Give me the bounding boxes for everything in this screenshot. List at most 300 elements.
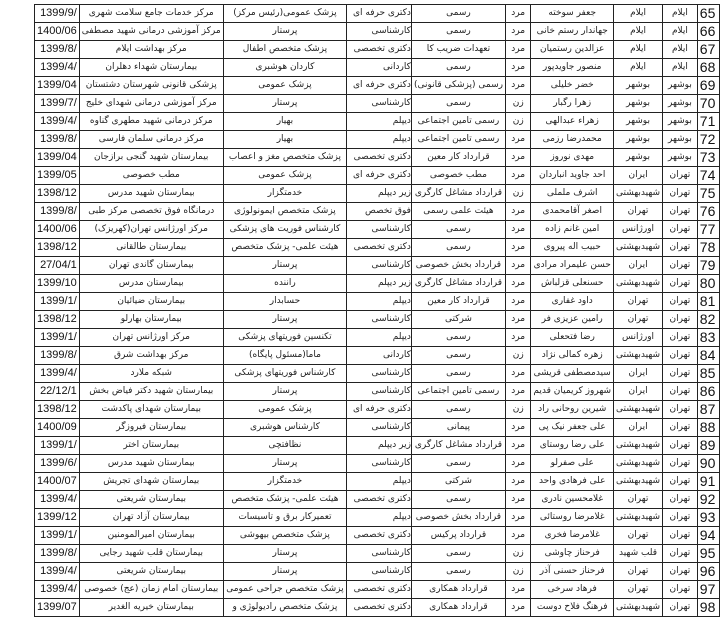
- row-number-cell[interactable]: 69: [697, 77, 719, 95]
- city-cell[interactable]: تهران: [663, 455, 698, 473]
- workplace-cell[interactable]: پزشکی قانونی شهرستان دشتستان: [79, 77, 223, 95]
- university-cell[interactable]: ایران: [614, 167, 663, 185]
- university-cell[interactable]: بوشهر: [614, 95, 663, 113]
- gender-cell[interactable]: زن: [505, 113, 530, 131]
- workplace-cell[interactable]: بیمارستان شهید مدرس: [79, 185, 223, 203]
- university-cell[interactable]: شهیدبهشتی: [614, 455, 663, 473]
- city-cell[interactable]: بوشهر: [663, 77, 698, 95]
- city-cell[interactable]: بوشهر: [663, 149, 698, 167]
- education-cell[interactable]: دکتری تخصصی: [347, 491, 412, 509]
- employment-cell[interactable]: رسمی: [411, 491, 505, 509]
- workplace-cell[interactable]: مرکز اورژانس تهران: [79, 329, 223, 347]
- gender-cell[interactable]: زن: [505, 563, 530, 581]
- name-cell[interactable]: اصغر آقامحمدی: [531, 203, 614, 221]
- gender-cell[interactable]: مرد: [505, 203, 530, 221]
- position-cell[interactable]: پرستار: [223, 311, 346, 329]
- row-number-cell[interactable]: 90: [697, 455, 719, 473]
- university-cell[interactable]: تهران: [614, 203, 663, 221]
- date-cell[interactable]: 1399/8/: [35, 131, 80, 149]
- employment-cell[interactable]: رسمی: [411, 239, 505, 257]
- workplace-cell[interactable]: درمانگاه فوق تخصصی مرکز طبی: [79, 203, 223, 221]
- row-number-cell[interactable]: 92: [697, 491, 719, 509]
- education-cell[interactable]: زیر دیپلم: [347, 185, 412, 203]
- gender-cell[interactable]: مرد: [505, 59, 530, 77]
- employment-cell[interactable]: رسمی تامین اجتماعی: [411, 113, 505, 131]
- date-cell[interactable]: 1399/04: [35, 149, 80, 167]
- gender-cell[interactable]: مرد: [505, 581, 530, 599]
- gender-cell[interactable]: مرد: [505, 329, 530, 347]
- gender-cell[interactable]: مرد: [505, 41, 530, 59]
- row-number-cell[interactable]: 70: [697, 95, 719, 113]
- gender-cell[interactable]: مرد: [505, 221, 530, 239]
- employment-cell[interactable]: قرارداد مشاغل کارگری: [411, 185, 505, 203]
- employment-cell[interactable]: رسمی تامین اجتماعی: [411, 131, 505, 149]
- employment-cell[interactable]: رسمی: [411, 455, 505, 473]
- name-cell[interactable]: علی فرهادی واحد: [531, 473, 614, 491]
- education-cell[interactable]: کارشناسی: [347, 311, 412, 329]
- date-cell[interactable]: 1399/8/: [35, 41, 80, 59]
- date-cell[interactable]: 1398/12: [35, 401, 80, 419]
- city-cell[interactable]: تهران: [663, 347, 698, 365]
- education-cell[interactable]: زیر دیپلم: [347, 275, 412, 293]
- row-number-cell[interactable]: 96: [697, 563, 719, 581]
- position-cell[interactable]: خدمتگزار: [223, 473, 346, 491]
- position-cell[interactable]: پرستار: [223, 545, 346, 563]
- gender-cell[interactable]: مرد: [505, 293, 530, 311]
- workplace-cell[interactable]: مرکز بهداشت ایلام: [79, 41, 223, 59]
- date-cell[interactable]: 1399/10: [35, 275, 80, 293]
- name-cell[interactable]: فرهاد سرخی: [531, 581, 614, 599]
- university-cell[interactable]: قلب شهید: [614, 545, 663, 563]
- row-number-cell[interactable]: 65: [697, 5, 719, 23]
- university-cell[interactable]: تهران: [614, 293, 663, 311]
- city-cell[interactable]: بوشهر: [663, 131, 698, 149]
- employment-cell[interactable]: رسمی: [411, 221, 505, 239]
- row-number-cell[interactable]: 82: [697, 311, 719, 329]
- workplace-cell[interactable]: مرکز آموزشی درمانی شهدای خلیج: [79, 95, 223, 113]
- workplace-cell[interactable]: بیمارستان شهدای پاکدشت: [79, 401, 223, 419]
- gender-cell[interactable]: مرد: [505, 23, 530, 41]
- city-cell[interactable]: تهران: [663, 581, 698, 599]
- education-cell[interactable]: دکتری تخصصی: [347, 527, 412, 545]
- date-cell[interactable]: 1399/1/: [35, 437, 80, 455]
- university-cell[interactable]: ایران: [614, 383, 663, 401]
- education-cell[interactable]: کارشناسی: [347, 419, 412, 437]
- row-number-cell[interactable]: 78: [697, 239, 719, 257]
- city-cell[interactable]: ایلام: [663, 59, 698, 77]
- city-cell[interactable]: ایلام: [663, 5, 698, 23]
- university-cell[interactable]: شهیدبهشتی: [614, 509, 663, 527]
- name-cell[interactable]: سیدمصطفی قریشی: [531, 365, 614, 383]
- gender-cell[interactable]: مرد: [505, 239, 530, 257]
- education-cell[interactable]: دکتری تخصصی: [347, 41, 412, 59]
- date-cell[interactable]: 1399/7/: [35, 95, 80, 113]
- university-cell[interactable]: بوشهر: [614, 131, 663, 149]
- university-cell[interactable]: ایلام: [614, 59, 663, 77]
- employment-cell[interactable]: پیمانی: [411, 419, 505, 437]
- workplace-cell[interactable]: بیمارستان شهید مدرس: [79, 455, 223, 473]
- row-number-cell[interactable]: 84: [697, 347, 719, 365]
- gender-cell[interactable]: مرد: [505, 167, 530, 185]
- row-number-cell[interactable]: 74: [697, 167, 719, 185]
- name-cell[interactable]: رضا فتحعلی: [531, 329, 614, 347]
- row-number-cell[interactable]: 71: [697, 113, 719, 131]
- date-cell[interactable]: 1399/8/: [35, 203, 80, 221]
- university-cell[interactable]: تهران: [614, 491, 663, 509]
- workplace-cell[interactable]: مرکز بهداشت شرق: [79, 347, 223, 365]
- name-cell[interactable]: جعفر سوخته: [531, 5, 614, 23]
- city-cell[interactable]: تهران: [663, 437, 698, 455]
- name-cell[interactable]: حسنعلی قزلباش: [531, 275, 614, 293]
- city-cell[interactable]: بوشهر: [663, 95, 698, 113]
- education-cell[interactable]: کارشناسی: [347, 23, 412, 41]
- row-number-cell[interactable]: 68: [697, 59, 719, 77]
- position-cell[interactable]: کارشناس هوشبری: [223, 419, 346, 437]
- education-cell[interactable]: دیپلم: [347, 113, 412, 131]
- gender-cell[interactable]: زن: [505, 185, 530, 203]
- education-cell[interactable]: کارشناسی: [347, 383, 412, 401]
- city-cell[interactable]: تهران: [663, 419, 698, 437]
- row-number-cell[interactable]: 81: [697, 293, 719, 311]
- city-cell[interactable]: تهران: [663, 239, 698, 257]
- position-cell[interactable]: پزشک متخصص ایمونولوژی: [223, 203, 346, 221]
- gender-cell[interactable]: مرد: [505, 419, 530, 437]
- employment-cell[interactable]: رسمی: [411, 545, 505, 563]
- name-cell[interactable]: علی صفرلو: [531, 455, 614, 473]
- education-cell[interactable]: کارشناسی: [347, 455, 412, 473]
- name-cell[interactable]: علی جعفر نیک پی: [531, 419, 614, 437]
- name-cell[interactable]: غلامحسین نادری: [531, 491, 614, 509]
- row-number-cell[interactable]: 79: [697, 257, 719, 275]
- date-cell[interactable]: 1399/1/: [35, 329, 80, 347]
- city-cell[interactable]: تهران: [663, 203, 698, 221]
- name-cell[interactable]: اشرف ململی: [531, 185, 614, 203]
- date-cell[interactable]: 1399/1/: [35, 293, 80, 311]
- position-cell[interactable]: بهیار: [223, 131, 346, 149]
- row-number-cell[interactable]: 80: [697, 275, 719, 293]
- education-cell[interactable]: کارشناسی: [347, 545, 412, 563]
- university-cell[interactable]: ایلام: [614, 41, 663, 59]
- workplace-cell[interactable]: بیمارستان شهید گنجی برازجان: [79, 149, 223, 167]
- city-cell[interactable]: تهران: [663, 185, 698, 203]
- position-cell[interactable]: پزشک عمومی(رئیس مرکز): [223, 5, 346, 23]
- education-cell[interactable]: فوق تخصص: [347, 203, 412, 221]
- university-cell[interactable]: شهیدبهشتی: [614, 239, 663, 257]
- gender-cell[interactable]: زن: [505, 545, 530, 563]
- position-cell[interactable]: حسابدار: [223, 293, 346, 311]
- gender-cell[interactable]: مرد: [505, 257, 530, 275]
- position-cell[interactable]: پرستار: [223, 257, 346, 275]
- workplace-cell[interactable]: بیمارستان اختر: [79, 437, 223, 455]
- education-cell[interactable]: دیپلم: [347, 509, 412, 527]
- gender-cell[interactable]: مرد: [505, 365, 530, 383]
- employment-cell[interactable]: رسمی: [411, 347, 505, 365]
- workplace-cell[interactable]: مرکز درمانی سلمان فارسی: [79, 131, 223, 149]
- gender-cell[interactable]: مرد: [505, 437, 530, 455]
- employment-cell[interactable]: قرارداد همکاری: [411, 599, 505, 617]
- gender-cell[interactable]: مرد: [505, 599, 530, 617]
- position-cell[interactable]: پرستار: [223, 383, 346, 401]
- education-cell[interactable]: کاردانی: [347, 59, 412, 77]
- row-number-cell[interactable]: 72: [697, 131, 719, 149]
- education-cell[interactable]: دیپلم: [347, 293, 412, 311]
- university-cell[interactable]: اورژانس: [614, 221, 663, 239]
- education-cell[interactable]: کارشناسی: [347, 365, 412, 383]
- date-cell[interactable]: 1399/12: [35, 509, 80, 527]
- education-cell[interactable]: کارشناسی: [347, 257, 412, 275]
- gender-cell[interactable]: مرد: [505, 149, 530, 167]
- row-number-cell[interactable]: 93: [697, 509, 719, 527]
- date-cell[interactable]: 1399/05: [35, 167, 80, 185]
- education-cell[interactable]: کارشناسی: [347, 563, 412, 581]
- gender-cell[interactable]: مرد: [505, 311, 530, 329]
- gender-cell[interactable]: مرد: [505, 455, 530, 473]
- education-cell[interactable]: دیپلم: [347, 473, 412, 491]
- employment-cell[interactable]: قرارداد پرکیس: [411, 527, 505, 545]
- education-cell[interactable]: دکتری تخصصی: [347, 581, 412, 599]
- employment-cell[interactable]: قرارداد همکاری: [411, 581, 505, 599]
- university-cell[interactable]: شهیدبهشتی: [614, 347, 663, 365]
- row-number-cell[interactable]: 77: [697, 221, 719, 239]
- workplace-cell[interactable]: مرکز آموزشی درمانی شهید مصطفی: [79, 23, 223, 41]
- city-cell[interactable]: تهران: [663, 563, 698, 581]
- gender-cell[interactable]: مرد: [505, 509, 530, 527]
- education-cell[interactable]: کارشناسی: [347, 221, 412, 239]
- position-cell[interactable]: پزشک متخصص رادیولوژی و: [223, 599, 346, 617]
- employment-cell[interactable]: رسمی: [411, 23, 505, 41]
- employment-cell[interactable]: رسمی: [411, 401, 505, 419]
- position-cell[interactable]: کارشناس فوریت های پزشکی: [223, 221, 346, 239]
- city-cell[interactable]: تهران: [663, 599, 698, 617]
- workplace-cell[interactable]: بیمارستان شهداء دهلران: [79, 59, 223, 77]
- employment-cell[interactable]: قرارداد مشاغل کارگری: [411, 437, 505, 455]
- education-cell[interactable]: زیر دیپلم: [347, 437, 412, 455]
- position-cell[interactable]: خدمتگزار: [223, 185, 346, 203]
- university-cell[interactable]: شهیدبهشتی: [614, 401, 663, 419]
- name-cell[interactable]: زهره کمالی نژاد: [531, 347, 614, 365]
- name-cell[interactable]: حسن علیمراد مرادی: [531, 257, 614, 275]
- date-cell[interactable]: 1399/4/: [35, 113, 80, 131]
- position-cell[interactable]: راننده: [223, 275, 346, 293]
- date-cell[interactable]: 1399/4/: [35, 563, 80, 581]
- position-cell[interactable]: تعمیرکار برق و تاسیسات: [223, 509, 346, 527]
- name-cell[interactable]: علی رضا روستای: [531, 437, 614, 455]
- date-cell[interactable]: 1399/8/: [35, 545, 80, 563]
- date-cell[interactable]: 1399/1/: [35, 527, 80, 545]
- gender-cell[interactable]: زن: [505, 347, 530, 365]
- position-cell[interactable]: پرستار: [223, 23, 346, 41]
- university-cell[interactable]: تهران: [614, 563, 663, 581]
- workplace-cell[interactable]: مرکز خدمات جامع سلامت شهری: [79, 5, 223, 23]
- employment-cell[interactable]: تعهدات ضریب کا: [411, 41, 505, 59]
- row-number-cell[interactable]: 76: [697, 203, 719, 221]
- university-cell[interactable]: اورژانس: [614, 329, 663, 347]
- workplace-cell[interactable]: بیمارستان مدرس: [79, 275, 223, 293]
- workplace-cell[interactable]: بیمارستان شهدای تجریش: [79, 473, 223, 491]
- education-cell[interactable]: دکتری حرفه ای: [347, 167, 412, 185]
- name-cell[interactable]: فرحناز چاوشی: [531, 545, 614, 563]
- workplace-cell[interactable]: بیمارستان قلب شهید رجایی: [79, 545, 223, 563]
- name-cell[interactable]: احد جاوید انباردان: [531, 167, 614, 185]
- row-number-cell[interactable]: 83: [697, 329, 719, 347]
- date-cell[interactable]: 1399/6/: [35, 455, 80, 473]
- gender-cell[interactable]: مرد: [505, 275, 530, 293]
- date-cell[interactable]: 1398/12: [35, 185, 80, 203]
- city-cell[interactable]: تهران: [663, 167, 698, 185]
- date-cell[interactable]: 1399/9/: [35, 5, 80, 23]
- employment-cell[interactable]: شرکتی: [411, 473, 505, 491]
- workplace-cell[interactable]: بیمارستان امیرالمومنین: [79, 527, 223, 545]
- gender-cell[interactable]: مرد: [505, 77, 530, 95]
- workplace-cell[interactable]: بیمارستان خیریه الغدیر: [79, 599, 223, 617]
- gender-cell[interactable]: مرد: [505, 527, 530, 545]
- date-cell[interactable]: 1399/4/: [35, 581, 80, 599]
- position-cell[interactable]: پزشک عمومی: [223, 77, 346, 95]
- city-cell[interactable]: تهران: [663, 365, 698, 383]
- date-cell[interactable]: 1400/06: [35, 23, 80, 41]
- date-cell[interactable]: 1400/09: [35, 419, 80, 437]
- row-number-cell[interactable]: 95: [697, 545, 719, 563]
- education-cell[interactable]: دکتری تخصصی: [347, 239, 412, 257]
- employment-cell[interactable]: رسمی: [411, 329, 505, 347]
- position-cell[interactable]: نظافتچی: [223, 437, 346, 455]
- university-cell[interactable]: ایلام: [614, 23, 663, 41]
- university-cell[interactable]: بوشهر: [614, 149, 663, 167]
- row-number-cell[interactable]: 87: [697, 401, 719, 419]
- workplace-cell[interactable]: بیمارستان شهید دکتر فیاض بخش: [79, 383, 223, 401]
- date-cell[interactable]: 27/04/1: [35, 257, 80, 275]
- name-cell[interactable]: غلامرضا فخری: [531, 527, 614, 545]
- employment-cell[interactable]: رسمی: [411, 563, 505, 581]
- workplace-cell[interactable]: بیمارستان شریعتی: [79, 563, 223, 581]
- name-cell[interactable]: منصور جاویدپور: [531, 59, 614, 77]
- position-cell[interactable]: ماما(مسئول پایگاه): [223, 347, 346, 365]
- row-number-cell[interactable]: 73: [697, 149, 719, 167]
- row-number-cell[interactable]: 98: [697, 599, 719, 617]
- name-cell[interactable]: محمدرضا رزمی: [531, 131, 614, 149]
- workplace-cell[interactable]: بیمارستان ضیائیان: [79, 293, 223, 311]
- date-cell[interactable]: 1399/04: [35, 77, 80, 95]
- university-cell[interactable]: ایران: [614, 365, 663, 383]
- row-number-cell[interactable]: 94: [697, 527, 719, 545]
- city-cell[interactable]: تهران: [663, 527, 698, 545]
- date-cell[interactable]: 1399/4/: [35, 365, 80, 383]
- position-cell[interactable]: پرستار: [223, 95, 346, 113]
- position-cell[interactable]: کارشناس فوریتهای پزشکی: [223, 365, 346, 383]
- gender-cell[interactable]: مرد: [505, 5, 530, 23]
- city-cell[interactable]: تهران: [663, 221, 698, 239]
- workplace-cell[interactable]: مرکز درمانی شهید مطهری گناوه: [79, 113, 223, 131]
- gender-cell[interactable]: زن: [505, 95, 530, 113]
- name-cell[interactable]: شهروز کریمیان قدیم: [531, 383, 614, 401]
- university-cell[interactable]: ایران: [614, 257, 663, 275]
- employment-cell[interactable]: رسمی: [411, 59, 505, 77]
- workplace-cell[interactable]: بیمارستان فیروزگر: [79, 419, 223, 437]
- gender-cell[interactable]: مرد: [505, 131, 530, 149]
- name-cell[interactable]: عزالدین رستمیان: [531, 41, 614, 59]
- workplace-cell[interactable]: بیمارستان آزاد تهران: [79, 509, 223, 527]
- city-cell[interactable]: تهران: [663, 293, 698, 311]
- row-number-cell[interactable]: 75: [697, 185, 719, 203]
- date-cell[interactable]: 1400/06: [35, 221, 80, 239]
- education-cell[interactable]: کاردانی: [347, 347, 412, 365]
- date-cell[interactable]: 1399/4/: [35, 59, 80, 77]
- employment-cell[interactable]: رسمی: [411, 5, 505, 23]
- city-cell[interactable]: تهران: [663, 401, 698, 419]
- education-cell[interactable]: دکتری حرفه ای: [347, 401, 412, 419]
- university-cell[interactable]: شهیدبهشتی: [614, 473, 663, 491]
- education-cell[interactable]: دیپلم: [347, 131, 412, 149]
- date-cell[interactable]: 1398/12: [35, 239, 80, 257]
- city-cell[interactable]: تهران: [663, 383, 698, 401]
- city-cell[interactable]: تهران: [663, 545, 698, 563]
- university-cell[interactable]: ایران: [614, 419, 663, 437]
- row-number-cell[interactable]: 88: [697, 419, 719, 437]
- education-cell[interactable]: دکتری حرفه ای: [347, 77, 412, 95]
- name-cell[interactable]: جهاندار رستم خانی: [531, 23, 614, 41]
- workplace-cell[interactable]: بیمارستان بهارلو: [79, 311, 223, 329]
- university-cell[interactable]: شهیدبهشتی: [614, 185, 663, 203]
- workplace-cell[interactable]: بیمارستان شریعتی: [79, 491, 223, 509]
- position-cell[interactable]: هیئت علمی- پزشک متخصص: [223, 239, 346, 257]
- employment-cell[interactable]: رسمی تامین اجتماعی: [411, 383, 505, 401]
- education-cell[interactable]: دیپلم: [347, 329, 412, 347]
- position-cell[interactable]: پرستار: [223, 455, 346, 473]
- position-cell[interactable]: پزشک عمومی: [223, 167, 346, 185]
- name-cell[interactable]: زهراء عبدالهی: [531, 113, 614, 131]
- position-cell[interactable]: پرستار: [223, 563, 346, 581]
- education-cell[interactable]: دکتری تخصصی: [347, 599, 412, 617]
- education-cell[interactable]: دکتری تخصصی: [347, 149, 412, 167]
- education-cell[interactable]: دکتری حرفه ای: [347, 5, 412, 23]
- employment-cell[interactable]: قرارداد کار معین: [411, 149, 505, 167]
- name-cell[interactable]: داود غفاری: [531, 293, 614, 311]
- row-number-cell[interactable]: 66: [697, 23, 719, 41]
- gender-cell[interactable]: مرد: [505, 473, 530, 491]
- university-cell[interactable]: شهیدبهشتی: [614, 599, 663, 617]
- date-cell[interactable]: 1398/12: [35, 311, 80, 329]
- city-cell[interactable]: ایلام: [663, 23, 698, 41]
- university-cell[interactable]: شهیدبهشتی: [614, 275, 663, 293]
- position-cell[interactable]: بهیار: [223, 113, 346, 131]
- university-cell[interactable]: شهیدبهشتی: [614, 437, 663, 455]
- position-cell[interactable]: پزشک متخصص اطفال: [223, 41, 346, 59]
- university-cell[interactable]: بوشهر: [614, 113, 663, 131]
- row-number-cell[interactable]: 67: [697, 41, 719, 59]
- city-cell[interactable]: تهران: [663, 257, 698, 275]
- date-cell[interactable]: 1399/8/: [35, 347, 80, 365]
- university-cell[interactable]: تهران: [614, 581, 663, 599]
- employment-cell[interactable]: قرارداد بخش خصوصی: [411, 509, 505, 527]
- gender-cell[interactable]: مرد: [505, 491, 530, 509]
- row-number-cell[interactable]: 91: [697, 473, 719, 491]
- employment-cell[interactable]: مطب خصوصی: [411, 167, 505, 185]
- gender-cell[interactable]: مرد: [505, 383, 530, 401]
- city-cell[interactable]: تهران: [663, 509, 698, 527]
- city-cell[interactable]: تهران: [663, 311, 698, 329]
- employment-cell[interactable]: قرارداد مشاغل کارگری: [411, 275, 505, 293]
- name-cell[interactable]: فرهنگ فلاح دوست: [531, 599, 614, 617]
- city-cell[interactable]: ایلام: [663, 41, 698, 59]
- workplace-cell[interactable]: مرکز اورژانس تهران(کهریزک): [79, 221, 223, 239]
- row-number-cell[interactable]: 86: [697, 383, 719, 401]
- name-cell[interactable]: غلامرضا روستائی: [531, 509, 614, 527]
- name-cell[interactable]: مهدی نوروز: [531, 149, 614, 167]
- city-cell[interactable]: تهران: [663, 473, 698, 491]
- position-cell[interactable]: پزشک متخصص مغز و اعصاب: [223, 149, 346, 167]
- employment-cell[interactable]: قرارداد کار معین: [411, 293, 505, 311]
- employment-cell[interactable]: رسمی: [411, 95, 505, 113]
